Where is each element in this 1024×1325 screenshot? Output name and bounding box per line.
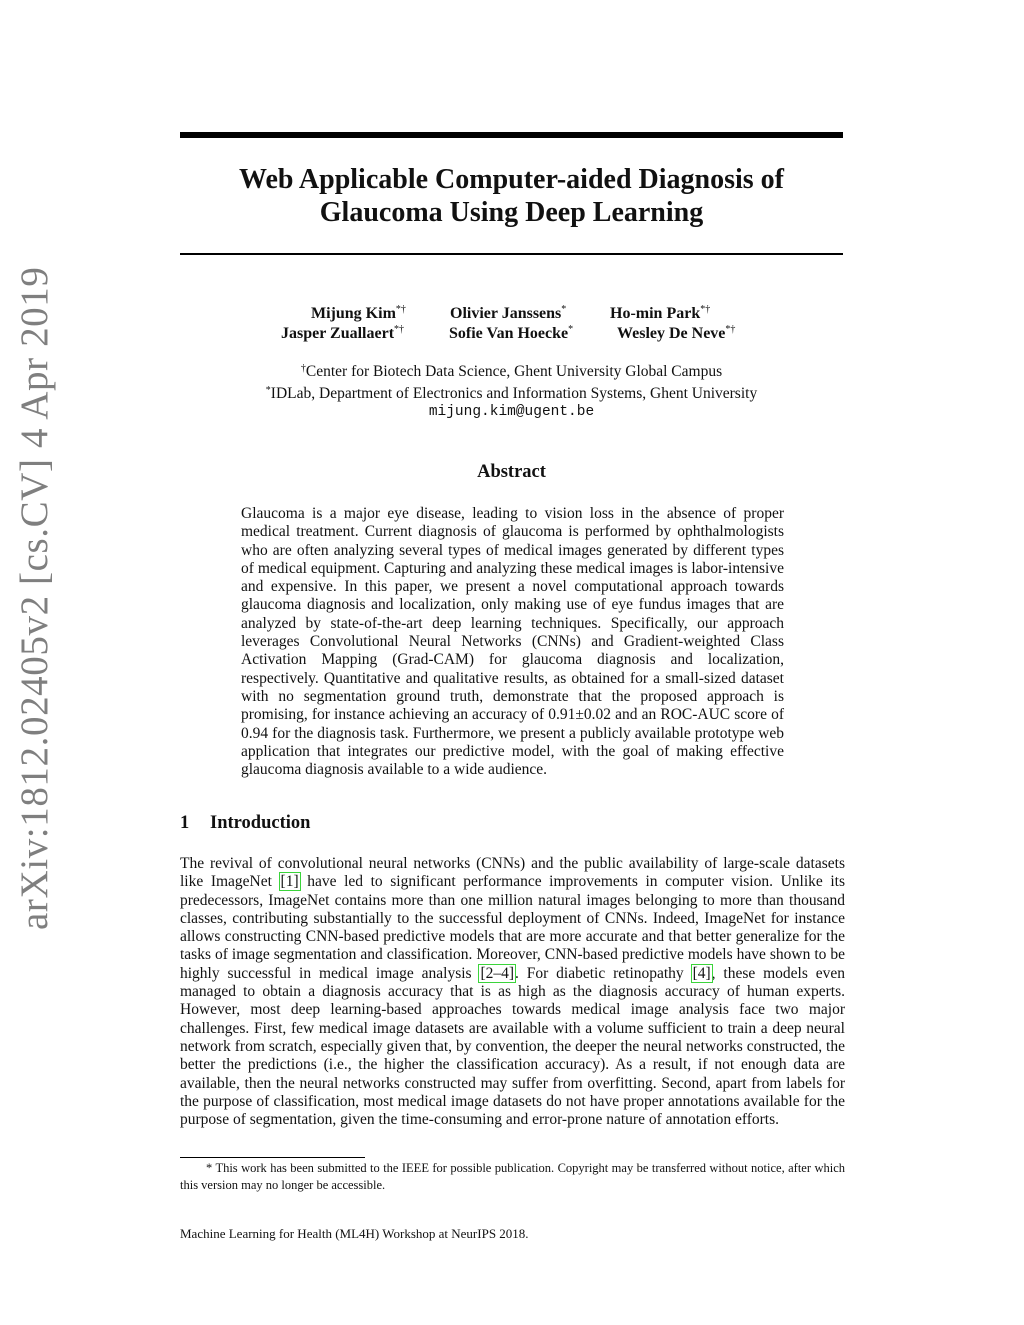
author-name: Jasper Zuallaert — [281, 325, 395, 342]
title-top-rule — [180, 132, 843, 138]
title-line-1: Web Applicable Computer-aided Diagnosis of — [238, 164, 784, 195]
author-name: Ho-min Park — [610, 305, 701, 322]
affiliation-mark: * — [265, 385, 271, 396]
affiliation-line — [180, 359, 843, 381]
section-number: 1 — [180, 813, 190, 833]
introduction-paragraph — [180, 855, 845, 1129]
author-name: Sofie Van Hoecke — [449, 325, 569, 342]
author-marks: *† — [700, 304, 711, 315]
author — [449, 320, 573, 344]
venue-note: Machine Learning for Health (ML4H) Workshop at NeurIPS 2018. — [180, 1226, 529, 1241]
author-name: Wesley De Neve — [617, 325, 726, 342]
author-marks: *† — [725, 324, 736, 335]
intro-text: The revival of convolutional neural networks (CNNs) and the public availability of large-scale datasets like ImageNet — [180, 855, 845, 891]
citation-link[interactable]: [1] — [280, 873, 299, 891]
section-heading — [180, 813, 310, 834]
author-marks: *† — [394, 324, 405, 335]
affiliation-mark: † — [300, 363, 306, 374]
author-marks: *† — [395, 304, 406, 315]
intro-text: . For diabetic retinopathy — [515, 964, 692, 982]
citation-link[interactable]: [2–4] — [480, 964, 515, 982]
contact-email[interactable]: mijung.kim@ugent.be — [428, 404, 595, 420]
arxiv-identifier-stamp: arXiv:1812.02405v2 [cs.CV] 4 Apr 2019 — [13, 266, 56, 930]
footnote: * This work has been submitted to the IEEE for possible publication. Copyright may be transferred without notice, after which this version may no longer be accessible. — [180, 1161, 845, 1192]
title-line-2: Glaucoma Using Deep Learning — [319, 197, 704, 228]
affiliation-text: IDLab, Department of Electronics and Information Systems, Ghent University — [270, 385, 758, 402]
author-name: Mijung Kim — [311, 305, 396, 322]
affiliation-text: Center for Biotech Data Science, Ghent University Global Campus — [305, 363, 723, 380]
abstract-body: Glaucoma is a major eye disease, leading to vision loss in the absence of proper medical treatment. Current diagnosis of glaucoma is performed by ophthalmologists who are often analyzing several types of medical images generated by different types of medical equipment. Capturing and analyzing these medical images is labor-intensive and expensive. In this paper, we present a novel computational approach towards glaucoma diagnosis and localization, only making use of eye fundus images that are analyzed by state-of-the-art deep learning techniques. Specifically, our approach leverages Convolutional Neural Networks (CNNs) and Gradient-weighted Class Activation Mapping (Grad-CAM) for glaucoma diagnosis and localization, respectively. Quantitative and qualitative results, as obtained for a small-sized dataset with no segmentation ground truth, demonstrate that the proposed approach is promising, for instance achieving an accuracy of 0.91±0.02 and an ROC-AUC score of 0.94 for the diagnosis task. Furthermore, we present a publicly available prototype web application that integrates our predictive model, with the goal of making effective glaucoma diagnosis available to a wide audience. — [241, 505, 784, 779]
intro-text: , these models even managed to obtain a diagnosis accuracy that is as high as the diagnosis accuracy of human experts. However, most deep learning-based approaches towards medical image analysis face two major challenges. First, few medical image datasets are available with a volume sufficient to train a deep neural network from scratch, especially given that, by convention, the deeper the neural networks constructed, the better the predictions (i.e., the higher the classification accuracy). As a result, if not enough data are available, then the neural networks constructed may suffer from overfitting. Second, apart from labels for the purpose of classification, most medical image datasets do not have proper annotations available for the purpose of segmentation, given the time-consuming and error-prone nature of annotation efforts. — [180, 964, 845, 1129]
paper-title — [180, 163, 843, 229]
author — [617, 320, 735, 344]
author-marks: * — [561, 304, 567, 315]
intro-text: have led to significant performance improvements in computer vision. Unlike its predecessors, ImageNet contains more than one million natural images belonging to more than thousand classes, contributing substantially to the successful deployment of CNNs. Indeed, ImageNet for instance allows constructing CNN-based predictive models that are more accurate and that better generalize for the tasks of image segmentation and classification. Moreover, CNN-based predictive models have shown to be highly successful in medical image analysis — [180, 873, 846, 982]
author-marks: * — [568, 324, 574, 335]
citation-link[interactable]: [4] — [692, 964, 711, 982]
author — [281, 320, 404, 344]
affiliation-line — [180, 381, 843, 403]
section-title: Introduction — [210, 813, 311, 833]
affiliations — [180, 359, 843, 422]
abstract-heading: Abstract — [477, 462, 546, 482]
author-name: Olivier Janssens — [450, 305, 562, 322]
title-bottom-rule — [180, 253, 843, 255]
footnote-rule — [180, 1157, 365, 1158]
